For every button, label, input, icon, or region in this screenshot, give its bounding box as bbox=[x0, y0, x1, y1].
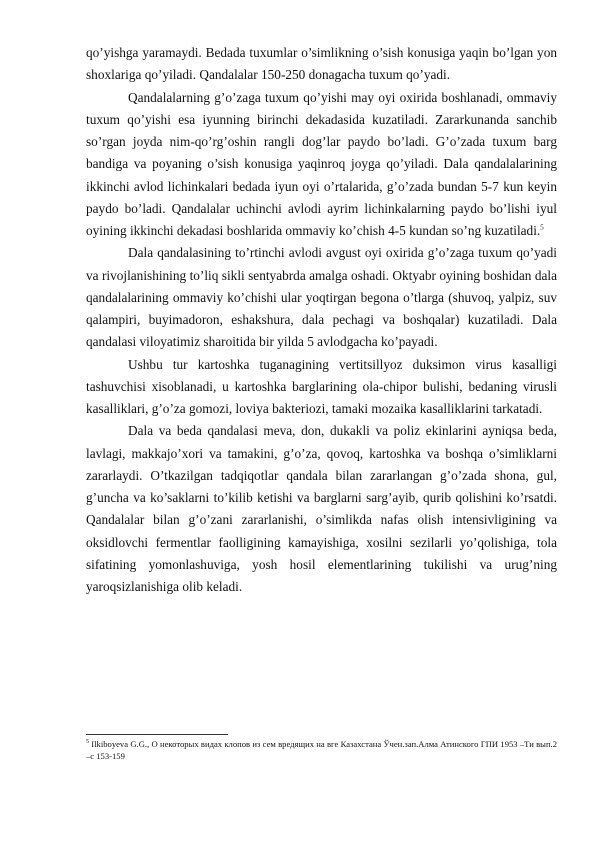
footnote bbox=[86, 739, 557, 762]
paragraph-1: qo’yishga yaramaydi. Bedada tuxumlar o’simlikning o’sish konusiga yaqin bo’lgan yon shoxlariga qo’yiladi. Qandalalar 150-250 donagacha tuxum qo’yadi. bbox=[86, 45, 557, 83]
paragraph-2-text: Qandalalarning g’o’zaga tuxum qo’yishi may oyi oxirida boshlanadi, ommaviy tuxum qo’yishi esa iyunning birinchi dekadasida kuzatiladi. Zararkunanda sanchib so’rgan joyda nim-qo’rg’oshin rangli dog’lar paydo bo’ladi. G’o’zada tuxum barg bandiga va poyaning o’sish konusiga yaqinroq joyga qo’yiladi. Dala qandalalarining ikkinchi avlod lichinkalari bedada iyun oyi o’rtalarida, g’o’zada bundan 5-7 kun keyin paydo bo’ladi. Qandalalar uchinchi avlodi ayrim lichinkalarning paydo bo’lishi iyul oyining ikkinchi dekadasi boshlarida ommaviy ko’chish 4-5 kundan so’ng kuzatiladi. bbox=[86, 89, 557, 238]
footnote-number: 5 bbox=[86, 739, 89, 746]
document-body bbox=[86, 42, 557, 598]
paragraph-5: Dala va beda qandalasi meva, don, dukakli va poliz ekinlarini ayniqsa beda, lavlagi, makkajo’xori va tamakini, g’o’za, qovoq, kartoshka va boshqa o’simliklarni zararlaydi. O’tkazilgan tadqiqotlar qandala bilan zararlangan g’o’zada shona, gul, g’uncha va ko’saklarni to’kilib ketishi va barglarni sarg’ayib, qurib qolishini ko’rsatdi. Qandalalar bilan g’o’zani zararlanishi, o’simlikda nafas olish intensivligining va oksidlovchi fermentlar faolligining kamayishiga, xosilni sezilarli yo’qolishiga, tola sifatining yomonlashuviga, yosh hosil elementlarining tukilishi va urug’ning yaroqsizlanishiga olib keladi. bbox=[86, 423, 557, 594]
paragraph-2 bbox=[86, 87, 557, 243]
footnote-text: Ilkiboyeva G.G., О некоторых видах клопов из сем вредящих на вге Казахстана Ўчен.зап.Алма Атинского ГПИ 1953 –Ти вып.2 –с 153-159 bbox=[86, 739, 557, 761]
paragraph-4: Ushbu tur kartoshka tuganagining vertitsillyoz duksimon virus kasalligi tashuvchisi xisoblanadi, u kartoshka barglarining ola-chipor bulishi, bedaning virusli kasalliklari, g’o’za gomozi, loviya bakteriozi, tamaki mozaika kasalliklarini tarkatadi. bbox=[86, 356, 557, 416]
footnote-reference[interactable]: 5 bbox=[540, 223, 544, 232]
footnote-separator bbox=[86, 734, 228, 735]
paragraph-3: Dala qandalasining to’rtinchi avlodi avgust oyi oxirida g’o’zaga tuxum qo’yadi va rivojlanishining to’liq sikli sentyabrda amalga oshadi. Oktyabr oyining boshidan dala qandalalarining ommaviy ko’chishi ular yoqtirgan begona o’tlarga (shuvoq, yalpiz, suv qalampiri, buyimadoron, eshakshura, dala pechagi va boshqalar) kuzatiladi. Dala qandalasi viloyatimiz sharoitida bir yilda 5 avlodgacha ko’payadi. bbox=[86, 245, 557, 350]
